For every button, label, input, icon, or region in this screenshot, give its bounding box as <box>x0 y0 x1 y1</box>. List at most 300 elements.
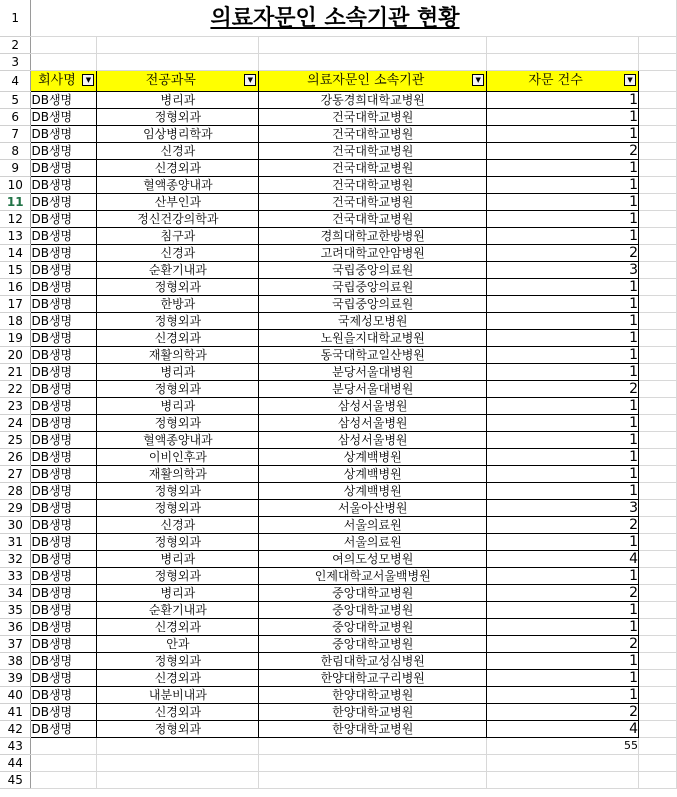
cell-dept[interactable]: 신경외과 <box>97 160 259 177</box>
cell[interactable] <box>31 54 97 71</box>
cell-institution[interactable]: 중앙대학교병원 <box>259 602 487 619</box>
cell-institution[interactable]: 한양대학교병원 <box>259 721 487 738</box>
cell-company[interactable]: DB생명 <box>31 721 97 738</box>
cell-company[interactable]: DB생명 <box>31 364 97 381</box>
header-dept[interactable] <box>97 71 259 92</box>
cell[interactable] <box>639 54 677 71</box>
table-row[interactable] <box>0 432 677 449</box>
row-header[interactable]: 35 <box>0 602 31 619</box>
cell-dept[interactable]: 정형외과 <box>97 313 259 330</box>
cell[interactable] <box>487 772 639 789</box>
cell-dept[interactable]: 정형외과 <box>97 500 259 517</box>
cell[interactable] <box>639 211 677 228</box>
cell[interactable] <box>639 262 677 279</box>
row-header[interactable]: 4 <box>0 71 31 92</box>
cell[interactable] <box>639 534 677 551</box>
cell-institution[interactable]: 한양대학교병원 <box>259 687 487 704</box>
cell[interactable] <box>639 71 677 92</box>
row-header[interactable]: 44 <box>0 755 31 772</box>
cell-dept[interactable]: 혈액종양내과 <box>97 177 259 194</box>
row-header[interactable]: 32 <box>0 551 31 568</box>
cell[interactable] <box>639 381 677 398</box>
row-header[interactable]: 34 <box>0 585 31 602</box>
cell-count[interactable]: 1 <box>487 194 639 211</box>
row-header[interactable]: 15 <box>0 262 31 279</box>
cell-institution[interactable]: 국립중앙의료원 <box>259 279 487 296</box>
cell-count[interactable]: 1 <box>487 296 639 313</box>
cell-count[interactable]: 1 <box>487 449 639 466</box>
row-header[interactable]: 13 <box>0 228 31 245</box>
cell[interactable] <box>31 738 97 755</box>
cell-dept[interactable]: 신경외과 <box>97 704 259 721</box>
total-count[interactable]: 55 <box>487 738 639 755</box>
cell-dept[interactable]: 임상병리학과 <box>97 126 259 143</box>
cell-dept[interactable]: 정형외과 <box>97 109 259 126</box>
cell-company[interactable]: DB생명 <box>31 687 97 704</box>
cell[interactable] <box>97 772 259 789</box>
cell-company[interactable]: DB생명 <box>31 568 97 585</box>
cell-dept[interactable]: 침구과 <box>97 228 259 245</box>
cell-dept[interactable]: 내분비내과 <box>97 687 259 704</box>
cell-company[interactable]: DB생명 <box>31 347 97 364</box>
cell-count[interactable]: 1 <box>487 126 639 143</box>
cell-dept[interactable]: 정형외과 <box>97 568 259 585</box>
cell[interactable] <box>639 143 677 160</box>
table-row[interactable] <box>0 449 677 466</box>
cell-dept[interactable]: 한방과 <box>97 296 259 313</box>
cell[interactable] <box>97 54 259 71</box>
cell-institution[interactable]: 인제대학교서울백병원 <box>259 568 487 585</box>
row-header[interactable]: 41 <box>0 704 31 721</box>
cell-count[interactable]: 1 <box>487 364 639 381</box>
filter-dropdown-icon[interactable]: ▼ <box>244 74 256 86</box>
table-row[interactable] <box>0 313 677 330</box>
cell[interactable] <box>259 772 487 789</box>
row-header[interactable]: 26 <box>0 449 31 466</box>
cell-count[interactable]: 1 <box>487 92 639 109</box>
cell[interactable] <box>639 670 677 687</box>
table-row[interactable] <box>0 551 677 568</box>
cell-institution[interactable]: 한양대학교구리병원 <box>259 670 487 687</box>
cell-institution[interactable]: 삼성서울병원 <box>259 432 487 449</box>
cell-institution[interactable]: 국립중앙의료원 <box>259 296 487 313</box>
row-header[interactable]: 3 <box>0 54 31 71</box>
cell[interactable] <box>97 738 259 755</box>
cell[interactable] <box>639 330 677 347</box>
sheet-title[interactable]: 의료자문인 소속기관 현황 <box>31 0 639 37</box>
cell-dept[interactable]: 신경외과 <box>97 619 259 636</box>
cell-company[interactable]: DB생명 <box>31 381 97 398</box>
cell-count[interactable]: 1 <box>487 602 639 619</box>
cell-institution[interactable]: 건국대학교병원 <box>259 109 487 126</box>
row-header[interactable]: 21 <box>0 364 31 381</box>
cell-count[interactable]: 1 <box>487 534 639 551</box>
cell-company[interactable]: DB생명 <box>31 92 97 109</box>
cell-company[interactable]: DB생명 <box>31 177 97 194</box>
cell[interactable] <box>97 755 259 772</box>
table-row[interactable] <box>0 585 677 602</box>
cell-institution[interactable]: 건국대학교병원 <box>259 160 487 177</box>
cell-count[interactable]: 1 <box>487 670 639 687</box>
header-company[interactable] <box>31 71 97 92</box>
cell-dept[interactable]: 재활의학과 <box>97 347 259 364</box>
cell-company[interactable]: DB생명 <box>31 126 97 143</box>
cell[interactable] <box>639 449 677 466</box>
table-row[interactable] <box>0 517 677 534</box>
table-row[interactable] <box>0 126 677 143</box>
table-row[interactable] <box>0 602 677 619</box>
cell-dept[interactable]: 신경외과 <box>97 330 259 347</box>
row-header[interactable]: 37 <box>0 636 31 653</box>
row-header[interactable]: 20 <box>0 347 31 364</box>
filter-active-icon[interactable]: ▼ <box>472 74 484 86</box>
cell[interactable] <box>487 54 639 71</box>
cell-company[interactable]: DB생명 <box>31 245 97 262</box>
filter-dropdown-icon[interactable]: ▼ <box>624 74 636 86</box>
cell[interactable] <box>639 636 677 653</box>
row-header[interactable]: 12 <box>0 211 31 228</box>
table-row[interactable] <box>0 738 677 755</box>
table-row[interactable] <box>0 398 677 415</box>
row-header[interactable]: 7 <box>0 126 31 143</box>
cell-count[interactable]: 1 <box>487 228 639 245</box>
cell-count[interactable]: 2 <box>487 585 639 602</box>
table-row[interactable] <box>0 500 677 517</box>
table-row[interactable] <box>0 228 677 245</box>
cell-company[interactable]: DB생명 <box>31 313 97 330</box>
row-header[interactable]: 6 <box>0 109 31 126</box>
cell[interactable] <box>639 466 677 483</box>
cell[interactable] <box>639 177 677 194</box>
cell-count[interactable]: 1 <box>487 483 639 500</box>
table-row[interactable] <box>0 636 677 653</box>
cell[interactable] <box>639 37 677 54</box>
row-header[interactable]: 27 <box>0 466 31 483</box>
row-header[interactable]: 30 <box>0 517 31 534</box>
row-header[interactable]: 23 <box>0 398 31 415</box>
row-header[interactable]: 40 <box>0 687 31 704</box>
cell[interactable] <box>639 245 677 262</box>
row-header[interactable]: 36 <box>0 619 31 636</box>
table-row[interactable] <box>0 466 677 483</box>
table-row[interactable] <box>0 296 677 313</box>
cell-institution[interactable]: 국립중앙의료원 <box>259 262 487 279</box>
cell-institution[interactable]: 분당서울대병원 <box>259 364 487 381</box>
cell-count[interactable]: 2 <box>487 245 639 262</box>
cell-count[interactable]: 1 <box>487 347 639 364</box>
cell[interactable] <box>639 364 677 381</box>
cell[interactable] <box>639 279 677 296</box>
cell[interactable] <box>639 483 677 500</box>
cell-count[interactable]: 1 <box>487 211 639 228</box>
cell-dept[interactable]: 재활의학과 <box>97 466 259 483</box>
row-header[interactable]: 10 <box>0 177 31 194</box>
cell-institution[interactable]: 건국대학교병원 <box>259 211 487 228</box>
cell-dept[interactable]: 정형외과 <box>97 483 259 500</box>
cell-company[interactable]: DB생명 <box>31 296 97 313</box>
cell-dept[interactable]: 정형외과 <box>97 534 259 551</box>
cell-institution[interactable]: 상계백병원 <box>259 449 487 466</box>
cell[interactable] <box>639 126 677 143</box>
table-row[interactable] <box>0 772 677 789</box>
cell-institution[interactable]: 한양대학교병원 <box>259 704 487 721</box>
cell[interactable] <box>639 109 677 126</box>
cell-count[interactable]: 1 <box>487 432 639 449</box>
cell[interactable] <box>259 37 487 54</box>
cell[interactable] <box>639 228 677 245</box>
cell-company[interactable]: DB생명 <box>31 619 97 636</box>
row-header[interactable]: 43 <box>0 738 31 755</box>
cell-institution[interactable]: 중앙대학교병원 <box>259 585 487 602</box>
cell-institution[interactable]: 동국대학교일산병원 <box>259 347 487 364</box>
cell[interactable] <box>639 347 677 364</box>
cell-institution[interactable]: 삼성서울병원 <box>259 398 487 415</box>
cell-company[interactable]: DB생명 <box>31 109 97 126</box>
row-header[interactable]: 42 <box>0 721 31 738</box>
cell[interactable] <box>639 517 677 534</box>
table-row[interactable] <box>0 619 677 636</box>
table-row[interactable] <box>0 330 677 347</box>
row-header[interactable]: 18 <box>0 313 31 330</box>
cell-institution[interactable]: 건국대학교병원 <box>259 126 487 143</box>
cell-count[interactable]: 1 <box>487 279 639 296</box>
cell[interactable] <box>639 568 677 585</box>
table-row[interactable] <box>0 721 677 738</box>
row-header[interactable]: 11 <box>0 194 31 211</box>
table-row[interactable] <box>0 483 677 500</box>
cell-count[interactable]: 3 <box>487 262 639 279</box>
cell[interactable] <box>639 772 677 789</box>
row-header[interactable]: 29 <box>0 500 31 517</box>
cell-institution[interactable]: 경희대학교한방병원 <box>259 228 487 245</box>
cell-company[interactable]: DB생명 <box>31 653 97 670</box>
cell-dept[interactable]: 병리과 <box>97 364 259 381</box>
cell-company[interactable]: DB생명 <box>31 432 97 449</box>
filter-dropdown-icon[interactable]: ▼ <box>82 74 94 86</box>
cell-company[interactable]: DB생명 <box>31 670 97 687</box>
row-header[interactable]: 45 <box>0 772 31 789</box>
cell-count[interactable]: 1 <box>487 619 639 636</box>
row-header[interactable]: 19 <box>0 330 31 347</box>
cell[interactable] <box>259 738 487 755</box>
cell-count[interactable]: 1 <box>487 653 639 670</box>
cell-company[interactable]: DB생명 <box>31 466 97 483</box>
cell[interactable] <box>31 755 97 772</box>
cell-count[interactable]: 1 <box>487 330 639 347</box>
cell-count[interactable]: 3 <box>487 500 639 517</box>
row-header[interactable]: 24 <box>0 415 31 432</box>
cell-institution[interactable]: 건국대학교병원 <box>259 194 487 211</box>
cell-institution[interactable]: 건국대학교병원 <box>259 143 487 160</box>
row-header[interactable]: 25 <box>0 432 31 449</box>
cell[interactable] <box>97 37 259 54</box>
cell[interactable] <box>487 37 639 54</box>
cell-company[interactable]: DB생명 <box>31 483 97 500</box>
row-header[interactable]: 17 <box>0 296 31 313</box>
cell-dept[interactable]: 신경과 <box>97 517 259 534</box>
cell-dept[interactable]: 정형외과 <box>97 721 259 738</box>
cell[interactable] <box>639 721 677 738</box>
cell-institution[interactable]: 건국대학교병원 <box>259 177 487 194</box>
table-row[interactable] <box>0 687 677 704</box>
cell-company[interactable]: DB생명 <box>31 551 97 568</box>
row-header[interactable]: 5 <box>0 92 31 109</box>
cell-company[interactable]: DB생명 <box>31 330 97 347</box>
cell-company[interactable]: DB생명 <box>31 211 97 228</box>
table-row[interactable] <box>0 92 677 109</box>
cell[interactable] <box>639 585 677 602</box>
cell-institution[interactable]: 분당서울대병원 <box>259 381 487 398</box>
row-header[interactable]: 38 <box>0 653 31 670</box>
table-row[interactable] <box>0 670 677 687</box>
header-institution[interactable] <box>259 71 487 92</box>
row-header[interactable]: 28 <box>0 483 31 500</box>
cell-institution[interactable]: 서울의료원 <box>259 534 487 551</box>
row-header[interactable]: 8 <box>0 143 31 160</box>
cell[interactable] <box>639 500 677 517</box>
cell-count[interactable]: 4 <box>487 551 639 568</box>
table-row[interactable] <box>0 143 677 160</box>
cell[interactable] <box>639 415 677 432</box>
cell-institution[interactable]: 중앙대학교병원 <box>259 636 487 653</box>
cell-institution[interactable]: 상계백병원 <box>259 466 487 483</box>
header-count[interactable] <box>487 71 639 92</box>
cell-institution[interactable]: 한림대학교성심병원 <box>259 653 487 670</box>
cell-company[interactable]: DB생명 <box>31 602 97 619</box>
cell-count[interactable]: 2 <box>487 636 639 653</box>
row-header[interactable]: 1 <box>0 0 31 37</box>
table-row[interactable] <box>0 262 677 279</box>
cell-dept[interactable]: 안과 <box>97 636 259 653</box>
cell-dept[interactable]: 혈액종양내과 <box>97 432 259 449</box>
cell[interactable] <box>639 398 677 415</box>
cell[interactable] <box>31 37 97 54</box>
row-header[interactable]: 9 <box>0 160 31 177</box>
row-header[interactable]: 16 <box>0 279 31 296</box>
cell-count[interactable]: 1 <box>487 466 639 483</box>
cell-institution[interactable]: 삼성서울병원 <box>259 415 487 432</box>
cell-count[interactable]: 1 <box>487 398 639 415</box>
cell-dept[interactable]: 정형외과 <box>97 415 259 432</box>
cell-institution[interactable]: 여의도성모병원 <box>259 551 487 568</box>
row-header[interactable]: 22 <box>0 381 31 398</box>
cell-company[interactable]: DB생명 <box>31 398 97 415</box>
cell-institution[interactable]: 서울아산병원 <box>259 500 487 517</box>
cell-count[interactable]: 2 <box>487 517 639 534</box>
cell-institution[interactable]: 상계백병원 <box>259 483 487 500</box>
cell[interactable] <box>639 194 677 211</box>
cell-institution[interactable]: 강동경희대학교병원 <box>259 92 487 109</box>
cell-count[interactable]: 2 <box>487 381 639 398</box>
cell-institution[interactable]: 국제성모병원 <box>259 313 487 330</box>
cell-dept[interactable]: 병리과 <box>97 92 259 109</box>
cell[interactable] <box>639 313 677 330</box>
cell-dept[interactable]: 순환기내과 <box>97 262 259 279</box>
cell-dept[interactable]: 병리과 <box>97 398 259 415</box>
cell-dept[interactable]: 순환기내과 <box>97 602 259 619</box>
cell[interactable] <box>639 687 677 704</box>
table-row[interactable] <box>0 211 677 228</box>
cell-dept[interactable]: 신경과 <box>97 143 259 160</box>
cell-dept[interactable]: 정신건강의학과 <box>97 211 259 228</box>
table-row[interactable] <box>0 177 677 194</box>
cell-dept[interactable]: 병리과 <box>97 585 259 602</box>
cell[interactable] <box>639 619 677 636</box>
cell-dept[interactable]: 이비인후과 <box>97 449 259 466</box>
table-row[interactable] <box>0 653 677 670</box>
row-header[interactable]: 33 <box>0 568 31 585</box>
row-header[interactable]: 31 <box>0 534 31 551</box>
cell[interactable] <box>639 653 677 670</box>
cell[interactable] <box>639 551 677 568</box>
cell-count[interactable]: 4 <box>487 721 639 738</box>
cell-company[interactable]: DB생명 <box>31 500 97 517</box>
cell-company[interactable]: DB생명 <box>31 449 97 466</box>
cell[interactable] <box>31 772 97 789</box>
cell[interactable] <box>639 602 677 619</box>
table-row[interactable] <box>0 364 677 381</box>
cell-count[interactable]: 1 <box>487 415 639 432</box>
cell-count[interactable]: 1 <box>487 109 639 126</box>
cell[interactable] <box>639 432 677 449</box>
cell-company[interactable]: DB생명 <box>31 534 97 551</box>
cell-count[interactable]: 1 <box>487 568 639 585</box>
table-row[interactable] <box>0 755 677 772</box>
cell[interactable] <box>639 160 677 177</box>
cell[interactable] <box>639 755 677 772</box>
table-row[interactable] <box>0 279 677 296</box>
cell-institution[interactable]: 중앙대학교병원 <box>259 619 487 636</box>
cell-company[interactable]: DB생명 <box>31 415 97 432</box>
cell[interactable] <box>259 54 487 71</box>
cell-institution[interactable]: 고려대학교안암병원 <box>259 245 487 262</box>
row-header[interactable]: 39 <box>0 670 31 687</box>
cell-dept[interactable]: 산부인과 <box>97 194 259 211</box>
cell-dept[interactable]: 정형외과 <box>97 279 259 296</box>
table-row[interactable] <box>0 704 677 721</box>
cell-company[interactable]: DB생명 <box>31 143 97 160</box>
cell-company[interactable]: DB생명 <box>31 262 97 279</box>
cell-count[interactable]: 1 <box>487 160 639 177</box>
cell-count[interactable]: 1 <box>487 177 639 194</box>
table-row[interactable] <box>0 160 677 177</box>
table-row[interactable] <box>0 347 677 364</box>
cell-company[interactable]: DB생명 <box>31 517 97 534</box>
cell[interactable] <box>639 0 677 37</box>
cell-dept[interactable]: 정형외과 <box>97 653 259 670</box>
table-row[interactable] <box>0 245 677 262</box>
table-row[interactable] <box>0 534 677 551</box>
cell-company[interactable]: DB생명 <box>31 704 97 721</box>
cell-dept[interactable]: 병리과 <box>97 551 259 568</box>
cell[interactable] <box>259 755 487 772</box>
cell-company[interactable]: DB생명 <box>31 194 97 211</box>
cell-company[interactable]: DB생명 <box>31 228 97 245</box>
cell[interactable] <box>487 755 639 772</box>
cell-count[interactable]: 2 <box>487 143 639 160</box>
cell-company[interactable]: DB생명 <box>31 279 97 296</box>
cell-dept[interactable]: 정형외과 <box>97 381 259 398</box>
cell-company[interactable]: DB생명 <box>31 160 97 177</box>
cell-institution[interactable]: 서울의료원 <box>259 517 487 534</box>
cell[interactable] <box>639 704 677 721</box>
cell-count[interactable]: 1 <box>487 687 639 704</box>
cell[interactable] <box>639 92 677 109</box>
table-row[interactable] <box>0 381 677 398</box>
table-row[interactable] <box>0 415 677 432</box>
row-header[interactable]: 2 <box>0 37 31 54</box>
cell-company[interactable]: DB생명 <box>31 585 97 602</box>
